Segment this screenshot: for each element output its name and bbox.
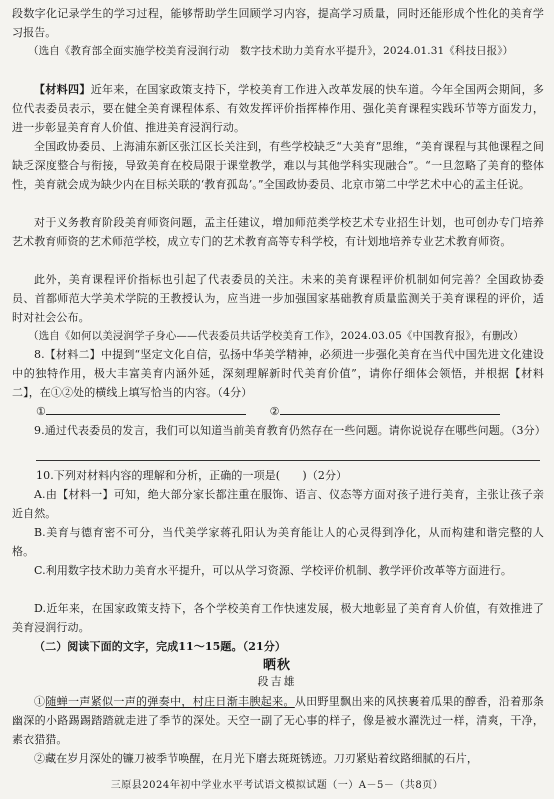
page-footer: 三原县2024年初中学业水平考试语文模拟试题（一）A－5－（共8页） (110, 780, 444, 791)
question-10-option-b: B.美育与德育密不可分，当代美学家蒋孔阳认为美育能让人的心灵得到净化，从而构建和谐完整的人格。 (12, 526, 544, 558)
question-10-option-d: D.近年来，在国家政策支持下，各个学校美育工作快速发展，极大地彰显了美育育人价值，有效推进了美育浸润行动。 (12, 602, 544, 634)
material3-continuation: 段数字化记录学生的学习过程，能够帮助学生回顾学习内容，提高学习质量，同时还能形成个性化的美育学习报告。 (12, 7, 544, 39)
material4-paragraph-3: 对于义务教育阶段美育师资问题，孟主任建议，增加师范类学校艺术专业招生计划，也可创办专门培养艺术教育师资的艺术师范学校，成立专门的艺术教育高等专科学校，有计划地培养专业艺术教育师资。 (12, 216, 544, 248)
blank-1-line[interactable] (46, 402, 246, 415)
question-10-option-a: A.由【材料一】可知，绝大部分家长都注重在服饰、语言、仪态等方面对孩子进行美育，主张让孩子亲近自然。 (12, 488, 544, 520)
story-paragraph-2: ②藏在岁月深处的镰刀被季节唤醒，在月光下磨去斑斑锈迹。刀刃紧贴着纹路细腻的石片， (34, 752, 478, 765)
question-8-blanks (36, 402, 544, 421)
blank-2-line[interactable] (280, 402, 500, 415)
question-9-answer-line-1[interactable] (36, 460, 540, 461)
question-10: 10.下列对材料内容的理解和分析，正确的一项是( )（2分） (36, 469, 348, 482)
story-author: 段吉雄 (257, 675, 297, 688)
question-9: 9.通过代表委员的发言，我们可以知道当前美育教育仍然存在一些问题。请你说说存在哪些问题。（3分） (34, 424, 546, 437)
blank-1-marker: ① (36, 405, 46, 418)
question-10-option-c: C.利用数字技术助力美育水平提升，可以从学习资源、学校评价机制、教学评价改革等方面进行。 (34, 564, 512, 577)
story-title: 晒秋 (262, 658, 291, 673)
story-paragraph-1-highlight: 随蝉一声紧似一声的弹奏中，村庄日渐丰腴起来。 (45, 695, 295, 708)
material4-paragraph-1 (12, 80, 544, 137)
source-citation-1: （选自《教育部全面实施学校美育浸润行动 数字技术助力美育水平提升》，2024.01.31《科技日报》） (28, 45, 514, 57)
story-paragraph-1-number: ① (34, 695, 46, 708)
material4-heading: 【材料四】 (34, 83, 91, 96)
question-8: 8.【材料二】中提到“坚定文化自信，弘扬中华美学精神，必须进一步强化美育在当代中国先进文化建设中的独特作用，极大丰富美育内涵外延，深刻理解新时代美育价值”，请你仔细体会领悟，并根据【材料二】，在①②处的横线上填写恰当的内容。（4分） (12, 348, 544, 399)
blank-2-marker: ② (269, 405, 280, 418)
source-citation-2: （选自《如何以美浸润学子身心——代表委员共话学校美育工作》，2024.03.05《中国教育报》，有删改） (28, 330, 524, 342)
material4-paragraph-2: 全国政协委员、上海浦东新区张江区长关注到，有些学校缺乏“大美育”思维，“美育课程与其他课程之间缺乏深度整合与衔接，导致美育在校局限于课堂教学，难以与其他学科实现融合”。“一旦忽略了美育的整体性，美育就会成为缺少内在目标关联的‘教育孤岛’。”全国政协委员、北京市第二中学艺术中心的孟主任说。 (12, 140, 544, 191)
story-paragraph-1-text: 从田野里飘出来的风挟裹着瓜果的醇香，沿着那条幽深的小路踢踢踏踏就走进了季节的深处。天空一副了无心事的样子，像是被水濯洗过一样，清爽，干净，素衣猎猎。 (12, 695, 544, 746)
material4-paragraph-1-text: 近年来，在国家政策支持下，学校美育工作进入改革发展的快车道。今年全国两会期间，多位代表委员表示，要在健全美育课程体系、有效发挥评价指挥棒作用、强化美育课程实践环节等方面发力，进一步彰显美育育人价值、推进美育浸润行动。 (12, 83, 545, 134)
material4-paragraph-4: 此外，美育课程评价指标也引起了代表委员的关注。未来的美育课程评价机制如何完善？全国政协委员、首都师范大学美术学院的王教授认为，应当进一步加强国家基础教育质量监测关于美育课程的评价，适时对社会公布。 (12, 273, 544, 324)
section-2-heading: （二）阅读下面的文字，完成11～15题。（21分） (34, 640, 286, 653)
story-paragraph-1 (12, 692, 544, 749)
